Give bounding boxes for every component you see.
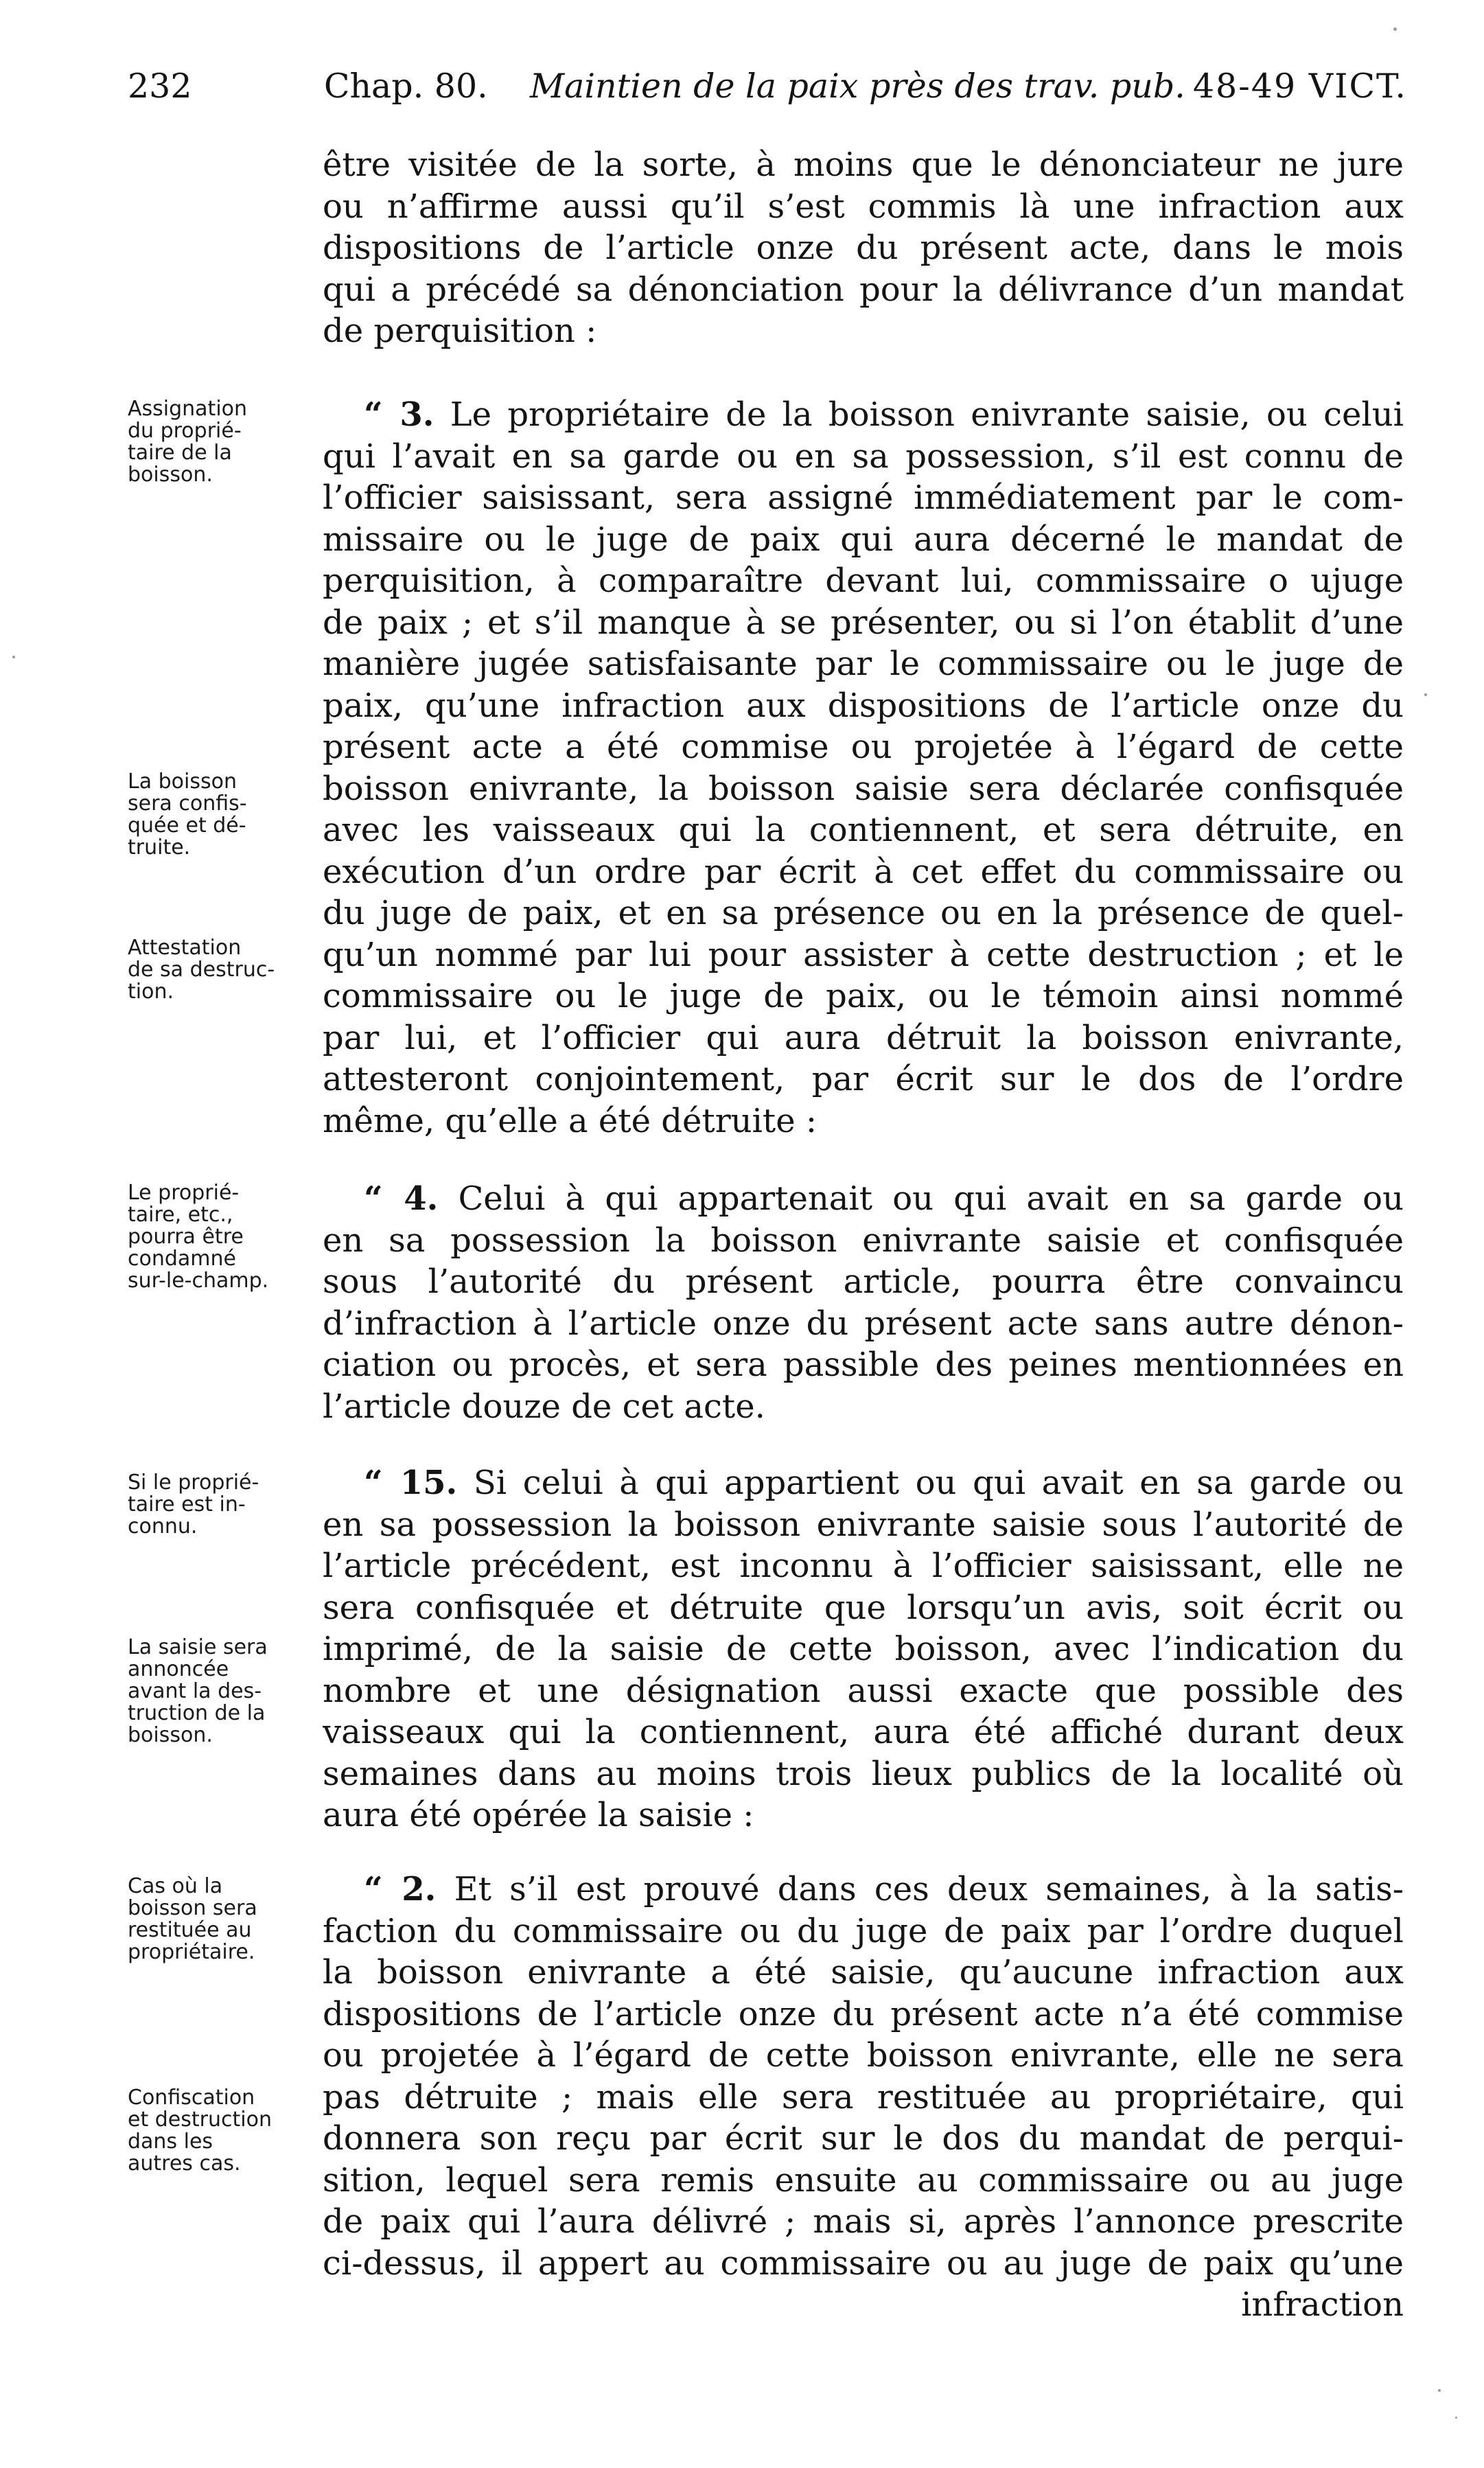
text-line: commissaire ou le juge de paix, ou le témoin ainsi nommé — [323, 977, 1404, 1015]
margin-note-line: Si le proprié- — [128, 1471, 259, 1495]
text-line: ou projetée à l’égard de cette boisson enivrante, elle ne sera — [323, 2036, 1404, 2075]
text-line: présent acte a été commise ou projetée à l’égard de cette — [323, 728, 1404, 766]
text-line: donnera son reçu par écrit sur le dos du mandat de perqui- — [323, 2119, 1404, 2158]
paragraph-subsection-4 — [323, 1178, 1404, 1427]
text-line: ci-dessus, il appert au commissaire ou au juge de paix qu’une — [323, 2244, 1404, 2283]
paragraph-subsection-2 — [323, 1869, 1404, 2326]
paragraph-subsection-3 — [323, 394, 1404, 1142]
margin-note-line: du proprié- — [128, 419, 242, 443]
text-line: en sa possession la boisson enivrante saisie et confisquée — [323, 1221, 1404, 1260]
chapter-number: Chap. 80. — [324, 67, 488, 106]
text-line: par lui, et l’officier qui aura détruit la boisson enivrante, — [323, 1018, 1404, 1057]
text-line: de paix qui l’aura délivré ; mais si, après l’annonce prescrite — [323, 2202, 1404, 2241]
margin-note-line: propriétaire. — [128, 1940, 255, 1964]
margin-note-line: truite. — [128, 835, 191, 860]
text-line: attesteront conjointement, par écrit sur le dos de l’ordre — [323, 1060, 1404, 1098]
margin-note-line: sera confis- — [128, 792, 247, 816]
text-line: l’article douze de cet acte. — [323, 1387, 765, 1426]
margin-note-line: pourra être — [128, 1225, 244, 1249]
text-line: dispositions de l’article onze du présent acte, dans le mois — [323, 229, 1404, 267]
margin-note-attestation — [128, 937, 323, 1003]
margin-note-line: taire de la — [128, 441, 232, 465]
margin-note-line: quée et dé- — [128, 814, 246, 838]
regnal-year: 48-49 VICT. — [1192, 67, 1407, 106]
paragraph-section-15 — [323, 1462, 1404, 1836]
act-title: Maintien de la paix près des trav. pub. — [530, 67, 1185, 106]
margin-note-condamne — [128, 1182, 323, 1292]
catchword: infraction — [1241, 2285, 1404, 2324]
margin-note-line: Assignation — [128, 397, 248, 421]
text-line: vaisseaux qui la contiennent, aura été affiché durant deux — [323, 1713, 1404, 1751]
margin-note-confisquee — [128, 771, 323, 859]
text-line: qu’un nommé par lui pour assister à cette destruction ; et le — [323, 935, 1404, 974]
text-line-content: Celui à qui appartenait ou qui avait en sa garde ou — [458, 1179, 1404, 1218]
margin-note-assignation — [128, 398, 323, 486]
margin-note-line: dans les — [128, 2130, 213, 2154]
margin-note-restituee — [128, 1876, 323, 1963]
subsection-number: “ 4. — [364, 1179, 439, 1218]
margin-note-line: autres cas. — [128, 2152, 241, 2176]
text-line: aura été opérée la saisie : — [323, 1796, 754, 1834]
margin-note-line: de sa destruc- — [128, 958, 275, 982]
margin-note-line: et destruction — [128, 2108, 272, 2132]
margin-note-line: connu. — [128, 1514, 198, 1538]
margin-note-line: sur-le-champ. — [128, 1269, 269, 1293]
text-line: perquisition, à comparaître devant lui, commissaire o ujuge — [323, 562, 1404, 600]
margin-note-line: Confiscation — [128, 2086, 255, 2110]
text-line: qui a précédé sa dénonciation pour la délivrance d’un mandat — [323, 270, 1404, 309]
margin-note-autres-cas — [128, 2087, 323, 2175]
text-line: missaire ou le juge de paix qui aura décerné le mandat de — [323, 520, 1404, 559]
margin-note-line: condamné — [128, 1247, 236, 1271]
text-line: paix, qu’une infraction aux dispositions de l’article onze du — [323, 686, 1404, 725]
text-line: même, qu’elle a été détruite : — [323, 1101, 818, 1140]
text-line: la boisson enivrante a été saisie, qu’aucune infraction aux — [323, 1953, 1404, 1992]
text-line: l’officier saisissant, sera assigné immédiatement par le com- — [323, 478, 1404, 517]
scan-speck — [1393, 27, 1397, 31]
text-line: faction du commissaire ou du juge de paix par l’ordre duquel — [323, 1911, 1404, 1950]
paragraph-continued — [323, 144, 1404, 352]
text-line: avec les vaisseaux qui la contiennent, et sera détruite, en — [323, 811, 1404, 849]
text-line-content: Le propriétaire de la boisson enivrante saisie, ou celui — [450, 395, 1404, 434]
margin-note-line: Cas où la — [128, 1874, 223, 1898]
text-line: d’infraction à l’article onze du présent acte sans autre dénon- — [323, 1304, 1404, 1343]
text-line: dispositions de l’article onze du présent acte n’a été commise — [323, 1994, 1404, 2033]
text-line: sera confisquée et détruite que lorsqu’un avis, soit écrit ou — [323, 1588, 1404, 1627]
page-number: 232 — [128, 67, 192, 106]
text-line: exécution d’un ordre par écrit à cet effet du commissaire ou — [323, 852, 1404, 891]
margin-note-line: avant la des- — [128, 1679, 262, 1703]
text-line-content: Et s’il est prouvé dans ces deux semaines, à la satis- — [454, 1870, 1404, 1908]
margin-note-inconnu — [128, 1472, 323, 1538]
text-line: être visitée de la sorte, à moins que le dénonciateur ne jure — [323, 146, 1404, 184]
text-line: du juge de paix, et en sa présence ou en la présence de quel- — [323, 894, 1404, 932]
running-head — [128, 59, 1407, 114]
text-line: manière jugée satisfaisante par le commissaire ou le juge de — [323, 645, 1404, 683]
margin-note-line: Le proprié- — [128, 1181, 240, 1205]
margin-note-line: La saisie sera — [128, 1635, 268, 1659]
margin-note-line: restituée au — [128, 1918, 252, 1942]
section-number: “ 15. — [364, 1464, 458, 1502]
margin-note-line: boisson. — [128, 1723, 213, 1747]
text-line: pas détruite ; mais elle sera restituée au propriétaire, qui — [323, 2077, 1404, 2117]
text-line: sition, lequel sera remis ensuite au commissaire ou au juge — [323, 2160, 1404, 2200]
text-line: ciation ou procès, et sera passible des peines mentionnées en — [323, 1346, 1404, 1384]
text-line: de perquisition : — [323, 312, 597, 350]
text-line-content: Si celui à qui appartient ou qui avait en sa garde ou — [473, 1464, 1404, 1502]
text-line: nombre et une désignation aussi exacte que possible des — [323, 1671, 1404, 1710]
margin-note-line: taire, etc., — [128, 1203, 233, 1227]
margin-note-line: Attestation — [128, 936, 242, 960]
margin-note-line: annoncée — [128, 1657, 229, 1681]
text-line — [323, 394, 1404, 436]
subsection-number: “ 2. — [364, 1870, 437, 1908]
margin-note-line: taire est in- — [128, 1492, 246, 1516]
scan-speck — [1438, 2389, 1441, 2392]
text-line: de paix ; et s’il manque à se présenter, ou si l’on établit d’une — [323, 603, 1404, 642]
text-line: qui l’avait en sa garde ou en sa possession, s’il est connu de — [323, 437, 1404, 476]
subsection-number: “ 3. — [364, 395, 434, 434]
margin-note-line: tion. — [128, 980, 174, 1004]
text-line — [323, 1869, 1404, 1911]
scan-speck — [1424, 693, 1427, 696]
margin-note-line: boisson. — [128, 463, 213, 487]
text-line — [323, 1462, 1404, 1504]
text-line: ou n’affirme aussi qu’il s’est commis là une infraction aux — [323, 187, 1404, 226]
text-line: semaines dans au moins trois lieux publics de la localité où — [323, 1754, 1404, 1793]
margin-note-annoncee — [128, 1637, 323, 1746]
text-line: boisson enivrante, la boisson saisie sera déclarée confisquée — [323, 769, 1404, 808]
scan-speck — [12, 656, 15, 658]
text-line: l’article précédent, est inconnu à l’officier saisissant, elle ne — [323, 1547, 1404, 1585]
margin-note-line: truction de la — [128, 1701, 266, 1725]
scan-speck — [1455, 2417, 1457, 2419]
text-line — [323, 1178, 1404, 1220]
margin-note-line: La boisson — [128, 770, 237, 794]
margin-note-line: boisson sera — [128, 1896, 257, 1920]
text-line: en sa possession la boisson enivrante saisie sous l’autorité de — [323, 1505, 1404, 1544]
text-line: sous l’autorité du présent article, pourra être convaincu — [323, 1262, 1404, 1301]
text-line: imprimé, de la saisie de cette boisson, avec l’indication du — [323, 1630, 1404, 1668]
